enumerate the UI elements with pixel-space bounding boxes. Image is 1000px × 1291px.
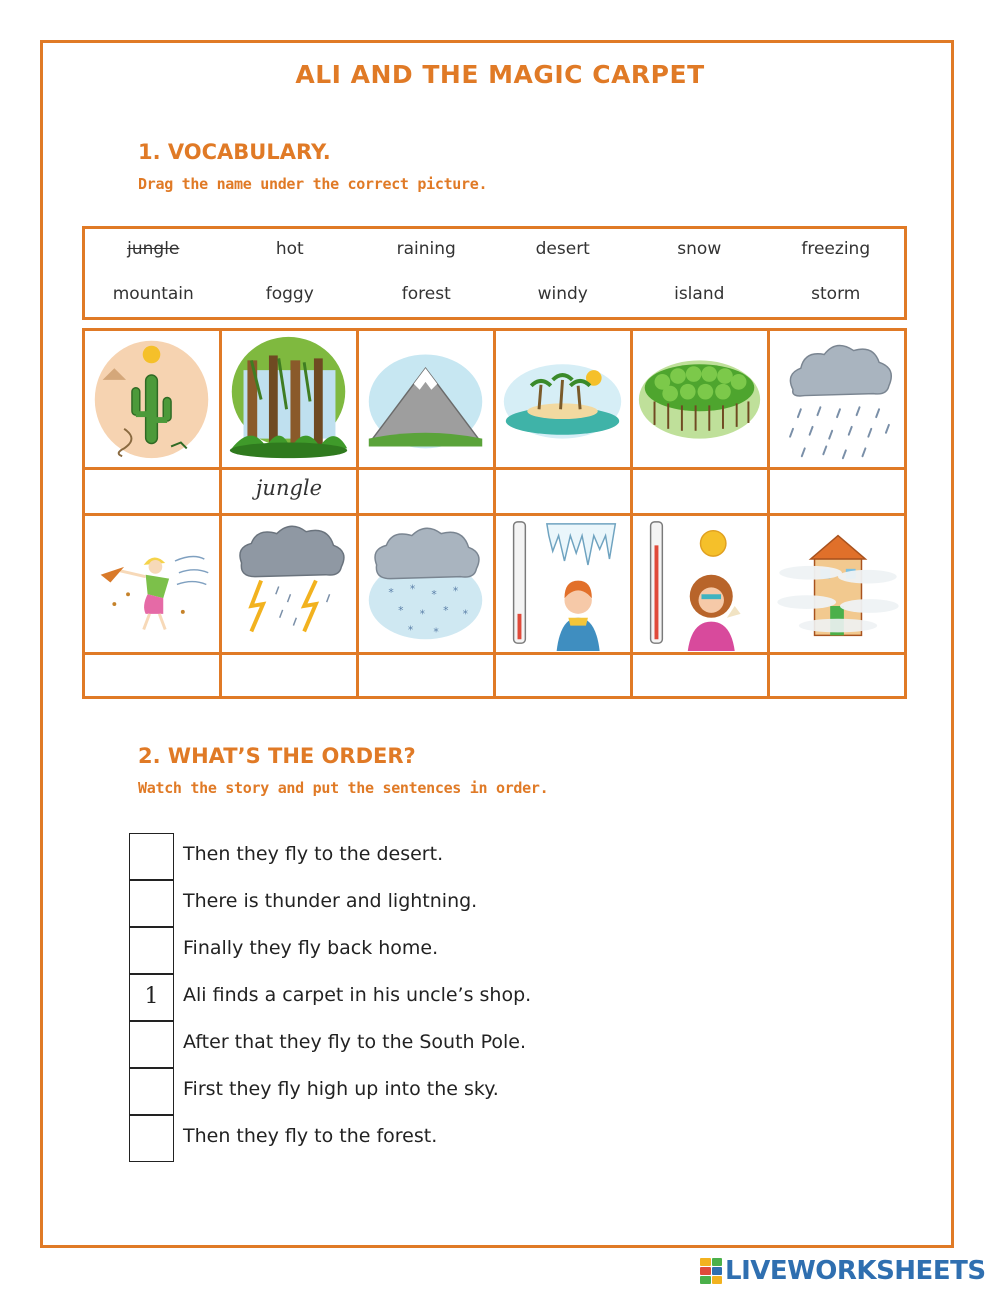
order-number-input[interactable] <box>129 1021 174 1068</box>
storm-icon <box>222 516 356 652</box>
word-desert[interactable]: desert <box>535 239 590 259</box>
word-storm[interactable]: storm <box>811 284 861 304</box>
answer-slot-9[interactable] <box>359 655 496 699</box>
word-bank-row-2 <box>85 284 904 304</box>
picture-cell-desert <box>85 331 222 470</box>
windy-icon <box>85 516 219 652</box>
snow-icon <box>359 516 493 652</box>
island-icon <box>496 331 630 467</box>
svg-text:*: * <box>452 584 459 598</box>
answer-slot-6[interactable] <box>770 470 907 516</box>
order-sentence: Finally they fly back home. <box>183 937 439 959</box>
order-sentence: After that they fly to the South Pole. <box>183 1031 527 1053</box>
forest-icon <box>633 331 767 467</box>
picture-cell-island <box>496 331 633 470</box>
answer-slot-3[interactable] <box>359 470 496 516</box>
logo-blocks-icon <box>700 1258 722 1284</box>
section2-heading: 2. WHAT’S THE ORDER? <box>138 744 416 768</box>
picture-cell-freezing <box>496 516 633 655</box>
raining-icon <box>770 331 907 467</box>
svg-text:*: * <box>419 607 426 621</box>
order-row <box>129 833 729 880</box>
order-row <box>129 927 729 974</box>
word-jungle[interactable]: jungle <box>127 239 180 259</box>
picture-cell-forest <box>633 331 770 470</box>
word-foggy[interactable]: foggy <box>265 284 314 304</box>
svg-text:*: * <box>409 582 416 596</box>
word-bank <box>82 226 907 320</box>
order-sentence: Then they fly to the desert. <box>183 843 444 865</box>
order-row <box>129 1115 729 1162</box>
svg-text:*: * <box>398 603 404 617</box>
order-sentence: Ali finds a carpet in his uncle’s shop. <box>183 984 532 1006</box>
word-freezing[interactable]: freezing <box>801 239 871 259</box>
desert-icon <box>85 331 219 467</box>
foggy-icon <box>770 516 907 652</box>
order-number-input[interactable]: 1 <box>129 974 174 1021</box>
svg-text:*: * <box>388 586 394 600</box>
order-sentence: There is thunder and lightning. <box>183 890 478 912</box>
hot-icon <box>633 516 767 652</box>
picture-cell-mountain <box>359 331 496 470</box>
order-number-input[interactable] <box>129 927 174 974</box>
order-number-input[interactable] <box>129 1068 174 1115</box>
picture-cell-raining <box>770 331 907 470</box>
word-snow[interactable]: snow <box>677 239 722 259</box>
word-windy[interactable]: windy <box>537 284 588 304</box>
word-bank-row-1 <box>85 239 904 259</box>
picture-grid <box>82 328 907 699</box>
svg-text:*: * <box>431 588 437 602</box>
order-number-input[interactable] <box>129 1115 174 1162</box>
section1-heading: 1. VOCABULARY. <box>138 140 331 164</box>
section2-instruction: Watch the story and put the sentences in order. <box>138 779 549 797</box>
word-island[interactable]: island <box>674 284 725 304</box>
answer-slot-2[interactable] <box>222 470 359 516</box>
picture-cell-jungle <box>222 331 359 470</box>
picture-cell-foggy <box>770 516 907 655</box>
order-row <box>129 1021 729 1068</box>
order-row <box>129 880 729 927</box>
worksheet-title: ALI AND THE MAGIC CARPET <box>295 60 705 89</box>
jungle-icon <box>222 331 356 467</box>
answer-slot-8[interactable] <box>222 655 359 699</box>
liveworksheets-logo <box>700 1256 986 1286</box>
answer-slot-1[interactable] <box>85 470 222 516</box>
svg-text:*: * <box>433 625 439 639</box>
answer-slot-5[interactable] <box>633 470 770 516</box>
order-row <box>129 974 729 1021</box>
answer-jungle: jungle <box>255 476 323 500</box>
order-number-input[interactable] <box>129 880 174 927</box>
word-mountain[interactable]: mountain <box>112 284 194 304</box>
svg-text:*: * <box>407 623 414 637</box>
word-hot[interactable]: hot <box>275 239 304 259</box>
order-number-input[interactable] <box>129 833 174 880</box>
picture-cell-snow <box>359 516 496 655</box>
picture-cell-storm <box>222 516 359 655</box>
answer-slot-11[interactable] <box>633 655 770 699</box>
freezing-icon <box>496 516 630 652</box>
order-sentence: Then they fly to the forest. <box>183 1125 438 1147</box>
mountain-icon <box>359 331 493 467</box>
order-sentence: First they fly high up into the sky. <box>183 1078 499 1100</box>
answer-slot-12[interactable] <box>770 655 907 699</box>
answer-slot-10[interactable] <box>496 655 633 699</box>
svg-text:*: * <box>462 607 469 621</box>
svg-text:*: * <box>443 603 449 617</box>
logo-text: LIVEWORKSHEETS <box>725 1256 986 1286</box>
word-raining[interactable]: raining <box>396 239 456 259</box>
picture-cell-windy <box>85 516 222 655</box>
order-row <box>129 1068 729 1115</box>
word-forest[interactable]: forest <box>401 284 451 304</box>
answer-slot-7[interactable] <box>85 655 222 699</box>
answer-slot-4[interactable] <box>496 470 633 516</box>
section1-instruction: Drag the name under the correct picture. <box>138 175 488 193</box>
picture-cell-hot <box>633 516 770 655</box>
